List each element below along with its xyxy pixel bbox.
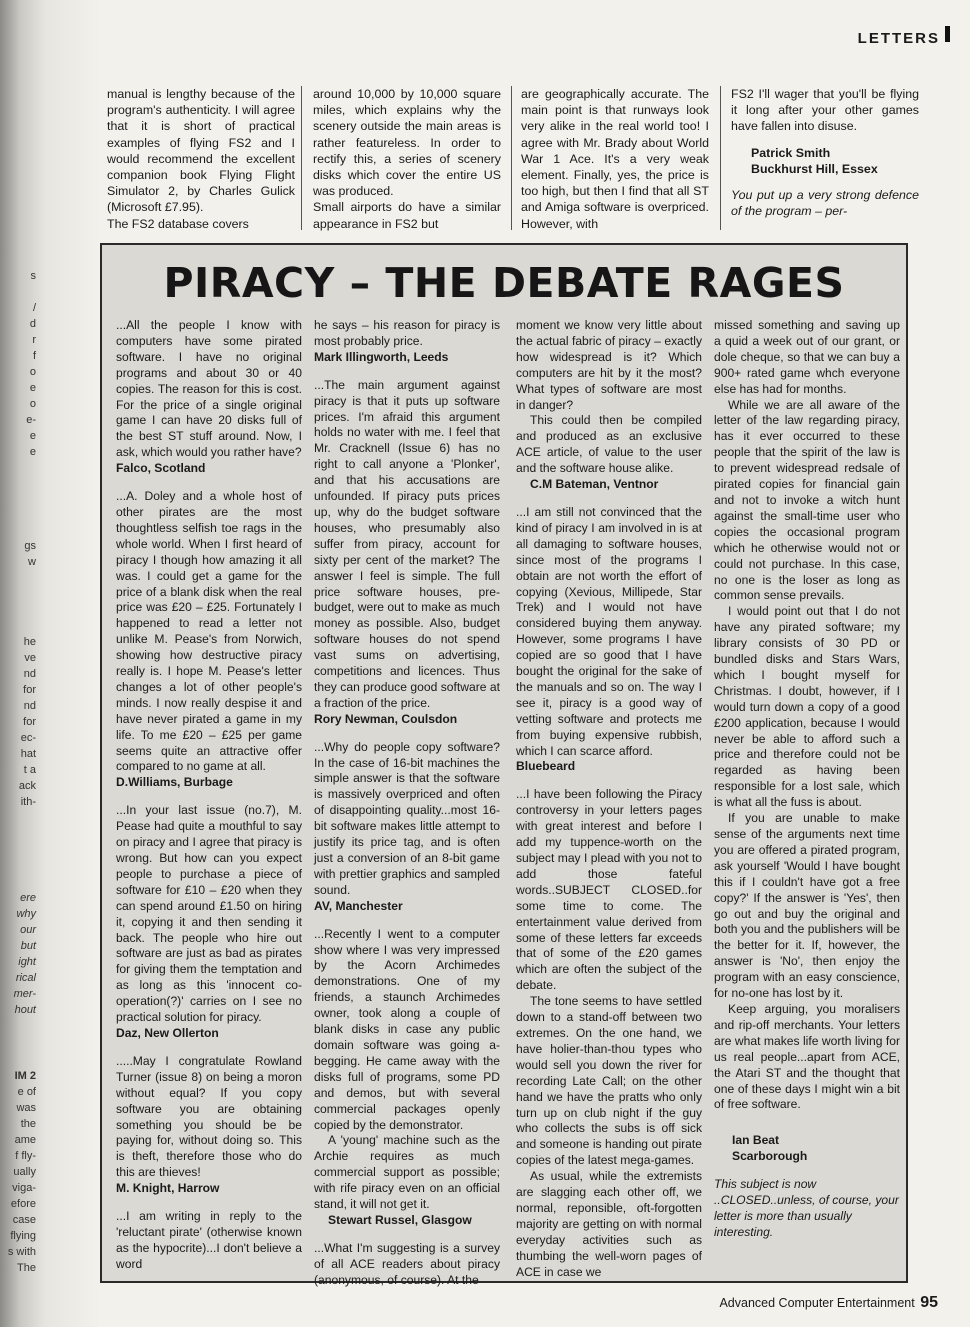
top-column-2 (313, 86, 501, 236)
letter-text: A 'young' machine such as the Archie requires as much commercial support as possible; with rife piracy even on an official stand, it will not get it. (314, 1133, 500, 1212)
edge-fragment: e (29, 446, 36, 458)
letter-text: ...In your last issue (no.7), M. Pease had quite a mouthful to say on piracy and I agree that piracy is wrong. But how can you expect people to purchase a piece of software for £10 – £20 when they can spend around £1.50 on hiring it, copying it and then sending it back. The people who hire out software are just as bad as pirates for giving them the temptation and as long as this 'innocent co-operation(?)' carries on I see no practical solution for piracy. (116, 803, 302, 1025)
edge-fragment: o (29, 398, 36, 410)
edge-fragment: ack (18, 780, 36, 792)
edge-fragment: f (32, 350, 36, 362)
letter-text: ...I have been following the Piracy controversy in your letters pages with great interest and before I add my tuppence-worth on the subject may I plead with you not to add those fateful words..SUBJECT CLOSED..for some time to come. The entertainment value derived from some of these letters far exceeds that of some of the £20 games which are often the subject of the debate. (516, 787, 702, 993)
edge-fragment: ec- (20, 732, 36, 744)
edge-fragment: for (23, 684, 36, 696)
letter-text: ...The main argument against piracy is that it puts up software prices. I'm afraid this argument holds no water with me. I feel that Mr. Cracknell (Issue 6) has no right to call anyone a 'Plonker', and that his accusations are unfounded. If piracy puts prices up, why do the budget software houses, who presumably also suffer from piracy, account for sixty per cent of the market? The answer I feel is simple. The full price software houses, pre-budget, were out to make as much money as possible. Also, budget software houses do not spend vast sums on advertising, competitions and licences. Thus they can produce good software at a fraction of the price. (314, 377, 500, 710)
edge-fragment: nd (23, 700, 36, 712)
box-column-2 (314, 318, 500, 1287)
letter-text: If you are unable to make sense of the arguments next time you are offered a pirated program, ask yourself 'Would I have bought this if I couldn't have got a free copy?' If the answer is 'Yes', then go out and buy the original and both you and the publishers will be the better for it. If, however, the answer is 'No', then enjoy the program with an easy conscience, for no-one has lost by it. (714, 811, 900, 1001)
letter-paragraph (516, 318, 702, 413)
letter-text: Keep arguing, you moralisers and rip-off merchants. Your letters are what makes life worth living for us real people...apart from ACE, the Atari ST and the thought that one of these days I might win a bit of free software. (714, 1001, 900, 1112)
box-headline: PIRACY – THE DEBATE RAGES (163, 259, 845, 307)
letter-signature: AV, Manchester (314, 898, 403, 913)
edge-fragment: The (17, 1262, 36, 1274)
letter-paragraph (116, 1054, 302, 1197)
letter-paragraph (516, 1169, 702, 1280)
edge-fragment: case (12, 1214, 36, 1226)
edge-fragment: why (16, 908, 36, 920)
edge-fragment: rical (15, 972, 36, 984)
letter-text: ...I am still not convinced that the kind of piracy I am involved in is at all damaging to software houses, since most of the programs I obtain are not worth the effort of copying (Xevious, Millipede, Star Trek) and I would not have considered buying them anyway. However, some programs I have copied are so good that I have bought the original for the sake of the manuals and so on. The way I see it, piracy is a good way of vetting software and protects me from buying expensive rubbish, which I can scarce afford. (516, 504, 702, 758)
page-number: 95 (920, 1294, 938, 1311)
page-footer (719, 1294, 938, 1312)
letter-text: While we are all aware of the letter of the law regarding piracy, has it ever occurred to these people that the spirit of the law is to prevent widespread redsale of pirated copies for financial gain and not to invoke a witch hunt against the small-time user who copies the occasional program which he otherwise would not or could not purchase. In this case, no one is the loser as long as common sense prevails. (714, 397, 900, 603)
edge-fragment: efore (10, 1198, 36, 1210)
letter-paragraph (314, 927, 500, 1134)
letter-text: This could then be compiled and produced as an exclusive ACE article, of value to the user and the software house alike. (516, 413, 702, 476)
letter-signature: Falco, Scotland (116, 461, 206, 476)
letter-text: ...Why do people copy software? In the case of 16-bit machines the simple answer is that the software is massively overpriced and often of disappointing quality...most 16-bit software makes little attempt to justify its price tag, and is often just a conversion of an 8-bit game with prettier graphics and sampled sound. (314, 739, 500, 897)
letter-signature: Stewart Russel, Glasgow (328, 1212, 472, 1227)
signature-line: Scarborough (732, 1149, 808, 1164)
top-column-text: around 10,000 by 10,000 square miles, which explains why the scenery outside the main areas is rather featureless. In order to rectify this, a series of scenery disks which cover the entire US was produced. Small airports do have a similar appearance in FS2 but (313, 87, 501, 231)
edge-fragment: our (20, 924, 36, 936)
letter-signature-name: Patrick Smith (751, 145, 831, 160)
signature-line: Ian Beat (732, 1133, 780, 1148)
letter-signature: Mark Illingworth, Leeds (314, 349, 449, 364)
letter-signature: Rory Newman, Coulsdon (314, 711, 458, 726)
edge-fragment: s (30, 270, 36, 282)
editor-reply: This subject is now ..CLOSED..unless, of course, your letter is more than usually interesting. (714, 1177, 899, 1239)
column-rule (301, 86, 302, 230)
letter-paragraph (516, 505, 702, 775)
edge-fragment: ere (20, 892, 36, 904)
edge-fragment: e (29, 382, 36, 394)
top-column-text: FS2 I'll wager that you'll be flying it long after your other games have fallen into disuse. (731, 87, 919, 134)
edge-fragment: for (23, 716, 36, 728)
edge-fragment: ight (18, 956, 36, 968)
edge-fragment: mer- (13, 988, 36, 1000)
column-rule (720, 86, 721, 230)
top-column-4 (731, 86, 919, 236)
box-column-1 (116, 318, 302, 1278)
letters-top-columns (107, 86, 919, 236)
letter-paragraph (116, 803, 302, 1042)
letter-paragraph (116, 1209, 302, 1273)
letter-paragraph (116, 489, 302, 791)
column-rule (511, 86, 512, 230)
section-label: LETTERS (857, 30, 940, 47)
letter-paragraph (116, 318, 302, 477)
letter-paragraph (714, 398, 900, 605)
edge-fragment: t a (23, 764, 36, 776)
edge-fragment: the (20, 1118, 36, 1130)
piracy-debate-box (100, 243, 908, 1287)
letter-paragraph (714, 604, 900, 811)
publication-name: Advanced Computer Entertainment (719, 1296, 915, 1310)
edge-fragment: w (28, 556, 36, 568)
edge-fragment: gs (24, 540, 36, 552)
edge-fragment: nd (23, 668, 36, 680)
letter-signature: M. Knight, Harrow (116, 1181, 220, 1196)
edge-fragment: r (32, 334, 36, 346)
letter-paragraph (516, 787, 702, 994)
edge-fragment: but (20, 940, 36, 952)
letter-paragraph (314, 740, 500, 915)
top-column-text: are geographically accurate. The main point is that runways look very alike in the real world too! I agree with Mr. Brady about World War 1 Ace. It's a very weak element. Finally, yes, the price is too high, but then I find that all ST and Amiga software is overpriced. However, with (521, 87, 709, 231)
letter-paragraph (516, 413, 702, 493)
top-column-1 (107, 86, 295, 236)
edge-fragment: ve (24, 652, 36, 664)
letter-text: ...Recently I went to a computer show where I was very impressed by the Acorn Archimedes demonstrations. One of my friends, a staunch Archimedes owner, took along a couple of blank disks in case any public domain software was going a-begging. He came away with the disks full of programs, some PD and demos, but with several commercial packages openly copied by the demonstrator. (314, 926, 500, 1132)
letter-signature: Daz, New Ollerton (116, 1025, 219, 1040)
letter-signature (714, 1133, 900, 1165)
edge-fragment: e- (26, 414, 36, 426)
edge-fragment: s with (7, 1246, 36, 1258)
top-column-text: manual is lengthy because of the program's authenticity. I will agree that it is short of practical examples of flying FS2 and I would recommend the excellent companion book Flying Flight Simulator 2, by Charles Gulick (Microsoft £7.95). The FS2 database covers (107, 87, 295, 231)
top-column-3 (521, 86, 709, 236)
letter-paragraph (314, 1133, 500, 1228)
edge-fragment: was (16, 1102, 36, 1114)
edge-fragment: hat (20, 748, 36, 760)
letter-text: he says – his reason for piracy is most probably price. (314, 318, 500, 348)
edge-fragment: d (29, 318, 36, 330)
edge-fragment: ually (13, 1166, 36, 1178)
letter-signature-place: Buckhurst Hill, Essex (751, 161, 878, 176)
letter-paragraph (314, 378, 500, 728)
editor-reply: You put up a very strong defence of the program – per- (731, 188, 919, 219)
box-column-3 (516, 318, 702, 1278)
edge-fragment: flying (10, 1230, 36, 1242)
edge-fragment: viga- (12, 1182, 36, 1194)
edge-fragment: IM 2 (14, 1070, 36, 1082)
letter-paragraph (714, 1002, 900, 1113)
edge-fragment: e (29, 430, 36, 442)
box-column-4 (714, 318, 900, 1278)
letter-text: .....May I congratulate Rowland Turner (issue 8) on being a moron without equal? If you copy software you are obtaining something you should be be paying for, without doing so. This is theft, therefore those who do this are thieves! (116, 1053, 302, 1180)
facing-page-text-fragments (0, 0, 40, 1327)
edge-fragment: o (29, 366, 36, 378)
letter-text: As usual, while the extremists are slagging each other off, we normal, reponsible, oft-forgotten majority are getting on with normal everyday activities such as thumbing the well-worn pages of ACE in case we (516, 1169, 702, 1279)
edge-fragment: ith- (20, 796, 36, 808)
letter-paragraph (314, 318, 500, 366)
letter-text: ...What I'm suggesting is a survey of all ACE readers about piracy (anonymous, of course). At the (314, 1240, 500, 1287)
edge-fragment: / (32, 302, 36, 314)
letter-text: ...I am writing in reply to the 'reluctant pirate' (otherwise known as the hypocrite)...I don't believe a word (116, 1209, 302, 1271)
letter-paragraph (714, 811, 900, 1002)
letter-text: ...All the people I know with computers have some pirated software. I have no original programs and about 30 or 40 copies. The reason for this is cost. For the price of a single original game I can have 20 disks full of the best ST stuff around. Now, I ask, which would you rather have? (116, 318, 302, 460)
edge-fragment: f fly- (15, 1150, 36, 1162)
letter-text: I would point out that I do not have any pirated software; my library consists of 30 PD or bundled disks and Stars Wars, which I bought myself for Christmas. I doubt, however, if I would turn down a copy of a good £200 application, because I would never be able to afford such a price and therefore could not be regarded as having been responsible for a lost sale, which is what all the fuss is about. (714, 604, 900, 810)
letter-signature: D.Williams, Burbage (116, 775, 233, 790)
letter-paragraph (516, 994, 702, 1169)
letter-paragraph (714, 318, 900, 398)
edge-fragment: he (23, 636, 36, 648)
edge-fragment: e of (17, 1086, 36, 1098)
edge-fragment: hout (14, 1004, 36, 1016)
letter-signature: Bluebeard (516, 759, 576, 774)
letter-text: The tone seems to have settled down to a stand-off between two extremes. On the one hand, we have holier-than-thou types who would sell you down the river for recording Late Call; on the other hand we have the pratts who only turn up on club night if the guy who collects the subs is off sick and someone is handing out pirate copies of the latest mega-games. (516, 994, 702, 1168)
letter-text: moment we know very little about the actual fabric of piracy – exactly how widespread is it? Which computers are hit by it the most? What types of software are most in danger? (516, 318, 702, 412)
letter-text: ...A. Doley and a whole host of other pirates are the most thoughtless selfish toe rags in the whole world. When I first heard of piracy I though how amazing it all was. I could get a game for the price of a blank disk when the real price was £20 – £25. Fortunately I happened to read a letter not unlike M. Pease's from Norwich, showing how destructive piracy really is. I hope M. Pease's letter changes a lot of other people's minds. I now really despise it and have never pirated a game in my life. To me £20 – £25 per game seems quite an attractive offer compared to no game at all. (116, 489, 302, 774)
letter-text: missed something and saving up a quid a week out of our grant, or dole cheque, so that we can buy a 900+ rated game whch everyone else has had for months. (714, 318, 900, 396)
edge-fragment: ame (14, 1134, 36, 1146)
letter-signature: C.M Bateman, Ventnor (530, 477, 659, 492)
letter-paragraph (314, 1241, 500, 1289)
